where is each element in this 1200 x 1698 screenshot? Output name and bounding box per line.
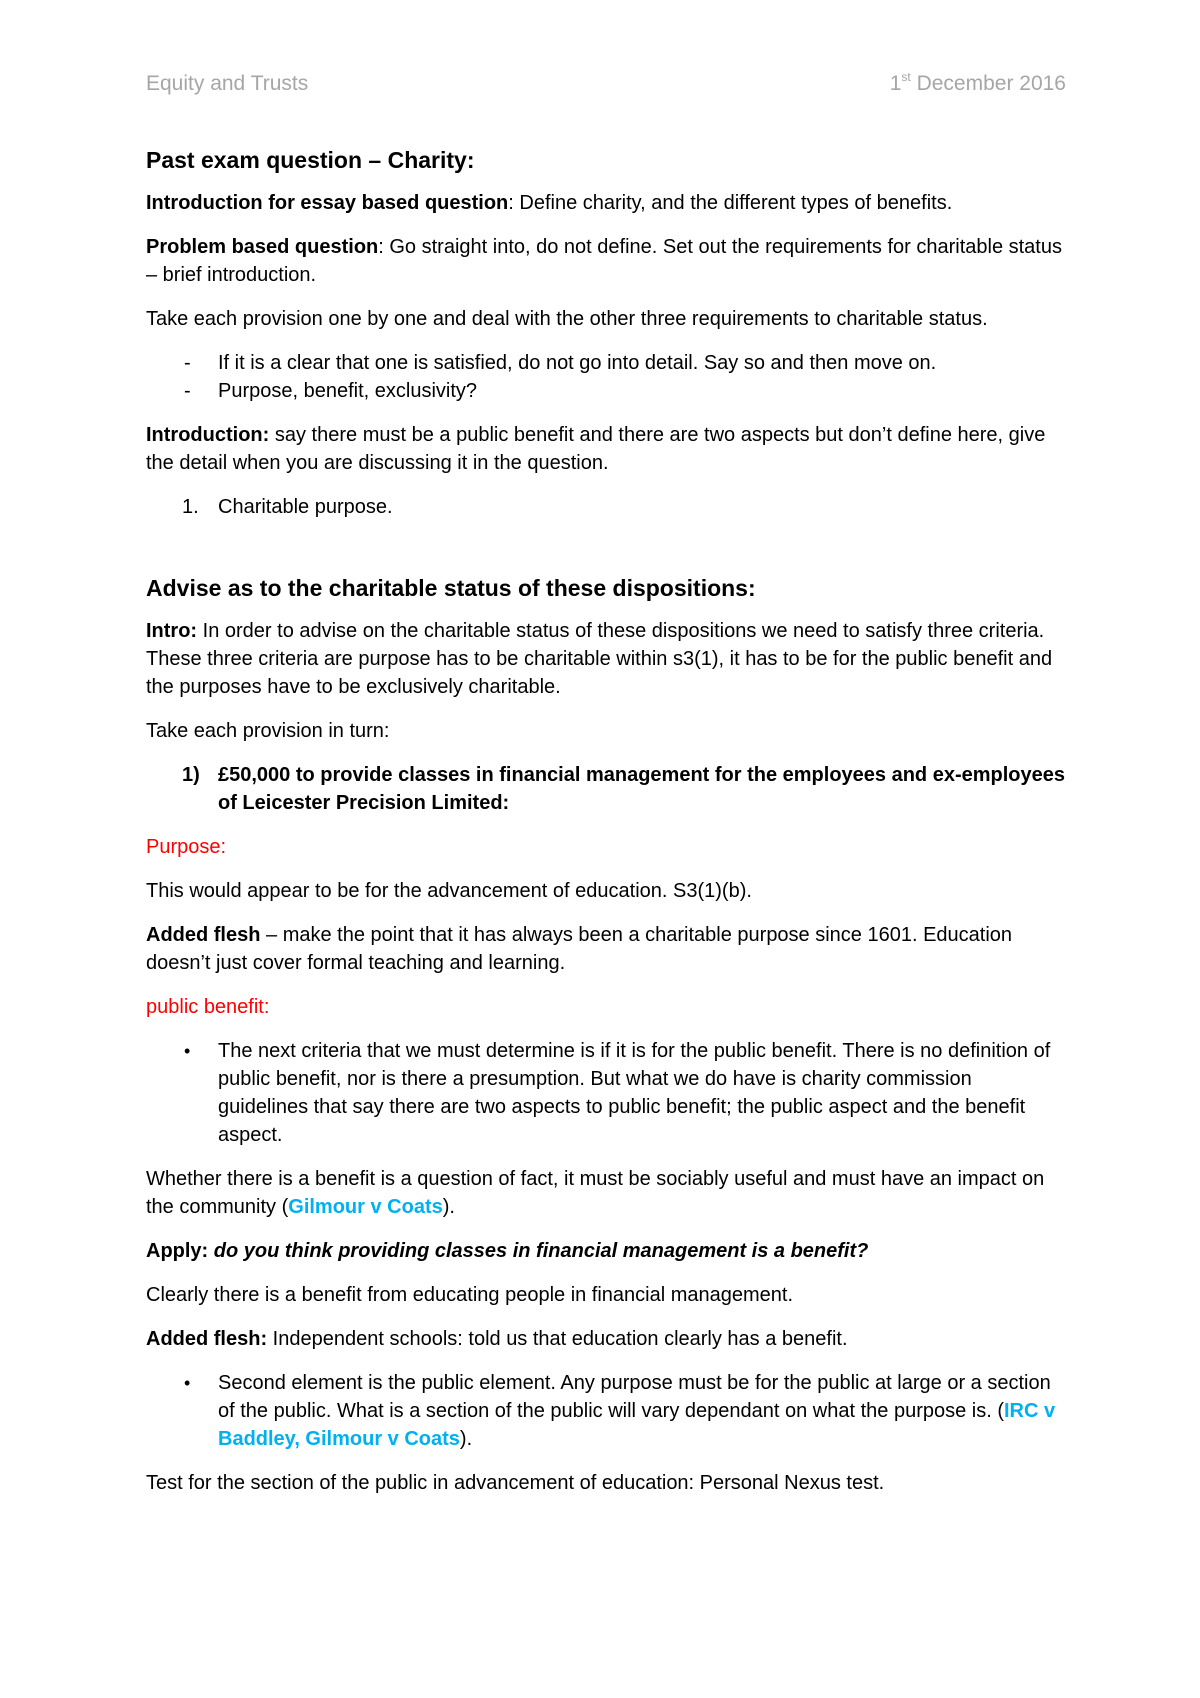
case-reference: IRC v Baddley, Gilmour v Coats [218,1400,1056,1450]
case-reference: Gilmour v Coats [288,1196,443,1218]
paragraph-problem-question: Problem based question: Go straight into, do not define. Set out the requirements for charitable status – brief introduction. [146,236,1062,286]
list-item: • Second element is the public element. Any purpose must be for the public at large or a section of the public. What is a section of the public will vary dependant on what the purpose is. (IRC v Baddley, Gilmour v Coats). [184,1372,1056,1450]
provision-list [146,761,1066,817]
header-course-title: Equity and Trusts [146,72,309,95]
paragraph-each-provision: Take each provision one by one and deal with the other three requirements to charitable status. [146,308,988,330]
public-benefit-label: public benefit: [146,996,270,1018]
document-body [146,145,1066,1513]
list-item: 1. Charitable purpose. [182,496,393,518]
numbered-list [146,493,1066,521]
paragraph-clearly: Clearly there is a benefit from educating people in financial management. [146,1284,794,1306]
purpose-label: Purpose: [146,836,227,858]
paragraph-question-of-fact: Whether there is a benefit is a question of fact, it must be sociably useful and must have an impact on the community (Gilmour v Coats). [146,1168,1045,1218]
list-item: - If it is a clear that one is satisfied, do not go into detail. Say so and then move on. [184,352,937,374]
paragraph-added-flesh-1: Added flesh – make the point that it has always been a charitable purpose since 1601. Education doesn’t just cover formal teaching and learning. [146,924,1013,974]
paragraph-purpose: This would appear to be for the advancement of education. S3(1)(b). [146,880,752,902]
section-heading-past-exam: Past exam question – Charity: [146,147,475,173]
paragraph-take-each: Take each provision in turn: [146,720,390,742]
bullet-list-2 [146,1369,1066,1453]
dash-list [146,349,1066,405]
paragraph-essay-intro: Introduction for essay based question: Define charity, and the different types of benefits. [146,192,953,214]
paragraph-added-flesh-2: Added flesh: Independent schools: told us that education clearly has a benefit. [146,1328,848,1350]
list-item: 1) £50,000 to provide classes in financial management for the employees and ex-employees of Leicester Precision Limited: [182,764,1066,814]
section-heading-advise: Advise as to the charitable status of these dispositions: [146,575,756,601]
bullet-list-1 [146,1037,1066,1149]
paragraph-intro: Intro: In order to advise on the charitable status of these dispositions we need to satisfy three criteria. These three criteria are purpose has to be charitable within s3(1), it has to be for the public benefit and the purposes have to be exclusively charitable. [146,620,1053,698]
list-item: • The next criteria that we must determine is if it is for the public benefit. There is no definition of public benefit, nor is there a presumption. But what we do have is charity commission guidelines that say there are two aspects to public benefit; the public aspect and the benefit aspect. [184,1040,1051,1146]
paragraph-apply: Apply: do you think providing classes in financial management is a benefit? [146,1240,869,1262]
paragraph-introduction: Introduction: say there must be a public benefit and there are two aspects but don’t define here, give the detail when you are discussing it in the question. [146,424,1046,474]
list-item: - Purpose, benefit, exclusivity? [184,380,478,402]
header-date: 1st December 2016 [889,70,1066,95]
paragraph-test: Test for the section of the public in advancement of education: Personal Nexus test. [146,1472,885,1494]
